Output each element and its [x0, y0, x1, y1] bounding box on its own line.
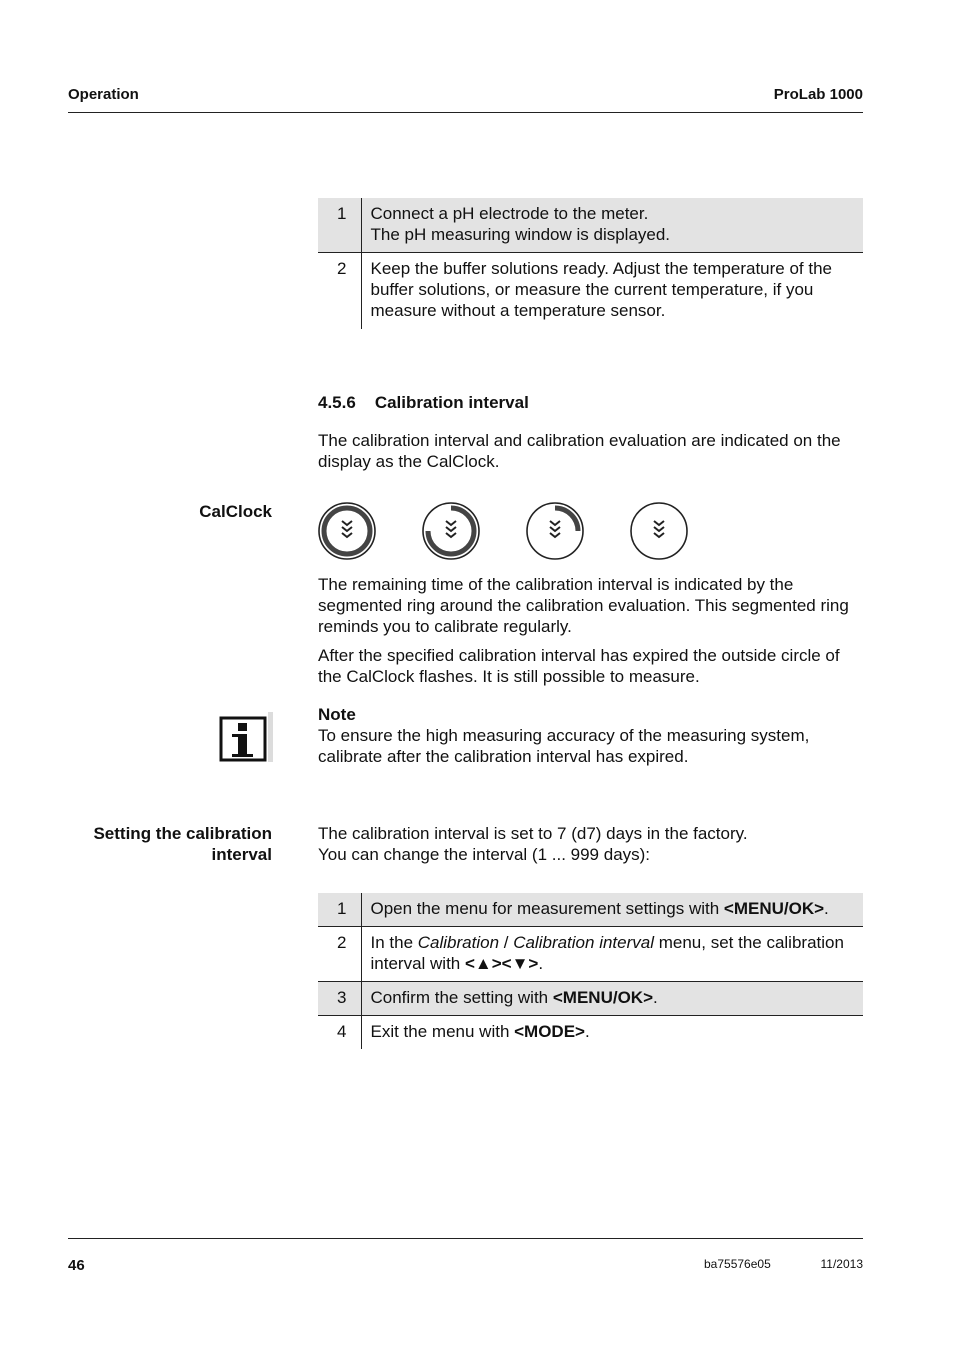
section-heading: [318, 393, 529, 413]
step-line: [371, 953, 860, 974]
step-number: 1: [318, 198, 361, 253]
calclock-quarter-icon: [526, 502, 584, 560]
steps-table-top: [318, 198, 863, 329]
step-number: 2: [318, 253, 361, 330]
step-text-part: .: [824, 899, 829, 918]
info-icon: [219, 712, 273, 762]
paragraph-line: reminds you to calibrate regularly.: [318, 617, 572, 636]
table-row: [318, 927, 863, 982]
doc-id: ba75576e05: [704, 1257, 771, 1271]
section-number: 4.5.6: [318, 393, 356, 412]
step-text-part: .: [653, 988, 658, 1007]
step-line: measure without a temperature sensor.: [370, 301, 666, 320]
step-number: 3: [318, 982, 361, 1016]
menu-name-calibration: Calibration: [417, 933, 500, 952]
step-text: [361, 927, 863, 982]
calclock-empty-icon: [630, 502, 688, 560]
calclock-paragraph-1: [318, 574, 849, 637]
step-line: The pH measuring window is displayed.: [370, 225, 671, 244]
table-row: [318, 1016, 863, 1050]
step-text-part: Open the menu for measurement settings with: [370, 899, 724, 918]
step-text: [361, 982, 863, 1016]
step-line: Keep the buffer solutions ready. Adjust the temperature of the: [370, 259, 832, 278]
paragraph-line: The remaining time of the calibration interval is indicated by the: [318, 575, 794, 594]
step-number: 4: [318, 1016, 361, 1050]
key-menu-ok: <MENU/OK>: [723, 899, 825, 918]
intro-line: The calibration interval and calibration evaluation are indicated on the: [318, 431, 841, 450]
key-up-down: <▲><▼>: [464, 954, 539, 973]
step-text-part: In the: [370, 933, 418, 952]
calclock-full-icon: [318, 502, 376, 560]
section-title: Calibration interval: [374, 393, 529, 412]
header-section: Operation: [68, 86, 139, 103]
step-line: [371, 932, 860, 953]
step-text-part: Exit the menu with: [370, 1022, 515, 1041]
note-block: [318, 704, 809, 767]
step-text: [361, 198, 863, 253]
note-title: Note: [318, 705, 356, 724]
table-row: [318, 982, 863, 1016]
steps-table-bottom: [318, 893, 863, 1049]
setting-label-line: interval: [211, 845, 272, 864]
setting-line: The calibration interval is set to 7 (d7) days in the factory.: [318, 824, 748, 843]
calclock-label: CalClock: [199, 502, 272, 521]
calclock-paragraph-2: [318, 645, 840, 687]
step-number: 1: [318, 893, 361, 927]
key-mode: <MODE>: [514, 1022, 585, 1041]
step-line: buffer solutions, or measure the current temperature, if you: [370, 280, 814, 299]
key-menu-ok: <MENU/OK>: [552, 988, 653, 1007]
setting-text: [318, 823, 748, 865]
footer-rule: [68, 1238, 863, 1239]
step-line: Connect a pH electrode to the meter.: [370, 204, 649, 223]
menu-name-calibration-interval: Calibration interval: [513, 933, 654, 952]
paragraph-line: segmented ring around the calibration evaluation. This segmented ring: [318, 596, 849, 615]
step-text: [361, 253, 863, 330]
setting-label-line: Setting the calibration: [93, 824, 272, 843]
section-intro: [318, 430, 841, 472]
setting-label: [93, 823, 272, 865]
note-line: calibrate after the calibration interval has expired.: [318, 747, 689, 766]
step-text-part: .: [538, 954, 544, 973]
page-number: 46: [68, 1257, 85, 1274]
paragraph-line: the CalClock flashes. It is still possible to measure.: [318, 667, 700, 686]
setting-line: You can change the interval (1 ... 999 days):: [318, 845, 651, 864]
step-text-part: interval with: [370, 954, 465, 973]
intro-line: display as the CalClock.: [318, 452, 500, 471]
step-text-part: Confirm the setting with: [370, 988, 553, 1007]
table-row: [318, 198, 863, 253]
step-text: [361, 1016, 863, 1050]
calclock-three-quarter-icon: [422, 502, 480, 560]
header-product: ProLab 1000: [773, 86, 863, 103]
step-text: [361, 893, 863, 927]
step-text-part: /: [499, 933, 514, 952]
note-line: To ensure the high measuring accuracy of the measuring system,: [318, 726, 810, 745]
header-rule: [68, 112, 863, 113]
step-text-part: menu, set the calibration: [654, 933, 844, 952]
doc-date: 11/2013: [820, 1257, 863, 1271]
step-number: 2: [318, 927, 361, 982]
table-row: [318, 253, 863, 330]
step-text-part: .: [584, 1022, 590, 1041]
table-row: [318, 893, 863, 927]
paragraph-line: After the specified calibration interval has expired the outside circle of: [318, 646, 840, 665]
